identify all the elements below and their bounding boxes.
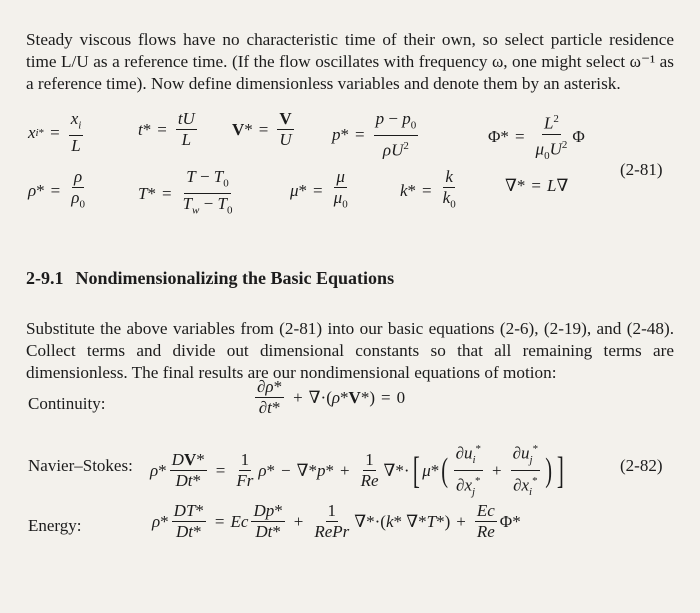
def-k-star: k * = $\frac{k}{k_0}$ — [400, 167, 456, 211]
intro-paragraph: Steady viscous flows have no characteristic time of their own, so select particle residence time L/U as a reference time. (If the flow oscillates with frequency ω, one might select ω⁻¹ as a reference time). Now define dimensionless variables and denote them by an asterisk. — [26, 30, 674, 94]
equation-number-2-82: (2-82) — [620, 456, 663, 475]
energy-label: Energy: — [28, 516, 82, 535]
section-title: Nondimensionalizing the Basic Equations — [75, 268, 395, 288]
def-t-star: t * = $\frac{tU}{L}$ — [138, 109, 195, 149]
energy-equation: ρ * $\frac{DT*}{Dt*}$ = Ec $\frac{Dp*}{Dt*}$ + $\frac{1}{\text{RePr}}$ ∇*·( k * ∇* T *) + $\frac{Ec}{Re}$ Φ* — [152, 501, 521, 541]
def-T-star: T * = $\frac{T - T_0}{T_w - T_0}$ — [138, 167, 233, 217]
section-number: 2-9.1 — [26, 268, 64, 288]
def-v-star: V * = $\frac{V}{U}$ — [232, 109, 292, 149]
navier-stokes-label: Navier–Stokes: — [28, 456, 133, 475]
equation-number-2-81: (2-81) — [620, 160, 663, 179]
body-paragraph: Substitute the above variables from (2-81) into our basic equations (2-6), (2-19), and (2-48). Collect terms and divide out dimensional constants so that all remaining terms are dimensionless. The final results are our nondimensional equations of motion: — [26, 319, 674, 383]
def-mu-star: μ * = $\frac{\mu}{\mu_0}$ — [290, 167, 348, 211]
def-p-star: p * = $\frac{p - p_0}{\rho U^2}$ — [332, 109, 417, 161]
def-nabla-star: ∇* = L ∇ — [505, 176, 569, 195]
def-rho-star: ρ * = $\frac{\rho}{\rho_0}$ — [28, 167, 85, 211]
navier-stokes-equation: ρ * $\frac{DV*}{Dt*}$ = $\frac{1}{Fr}$ ρ * − ∇* p * + $\frac{1}{Re}$ ∇*· [ μ * ( $\frac{\partial u_i^*}{\partial x_j^*}$ + $\frac{\partial u_j^*}{\partial x_i^*}$ ) ] — [150, 440, 567, 501]
def-x-star: x i * = $\frac{x_i}{L}$ — [28, 109, 82, 156]
def-phi-star: Φ* = $\frac{L^2}{\mu_0U^2}$ Φ — [488, 110, 585, 165]
continuity-label: Continuity: — [28, 394, 106, 413]
section-heading — [26, 268, 394, 289]
continuity-equation: $\frac{\partial\rho*}{\partial t*}$ + ∇·( ρ * V *) = 0 — [257, 377, 406, 417]
